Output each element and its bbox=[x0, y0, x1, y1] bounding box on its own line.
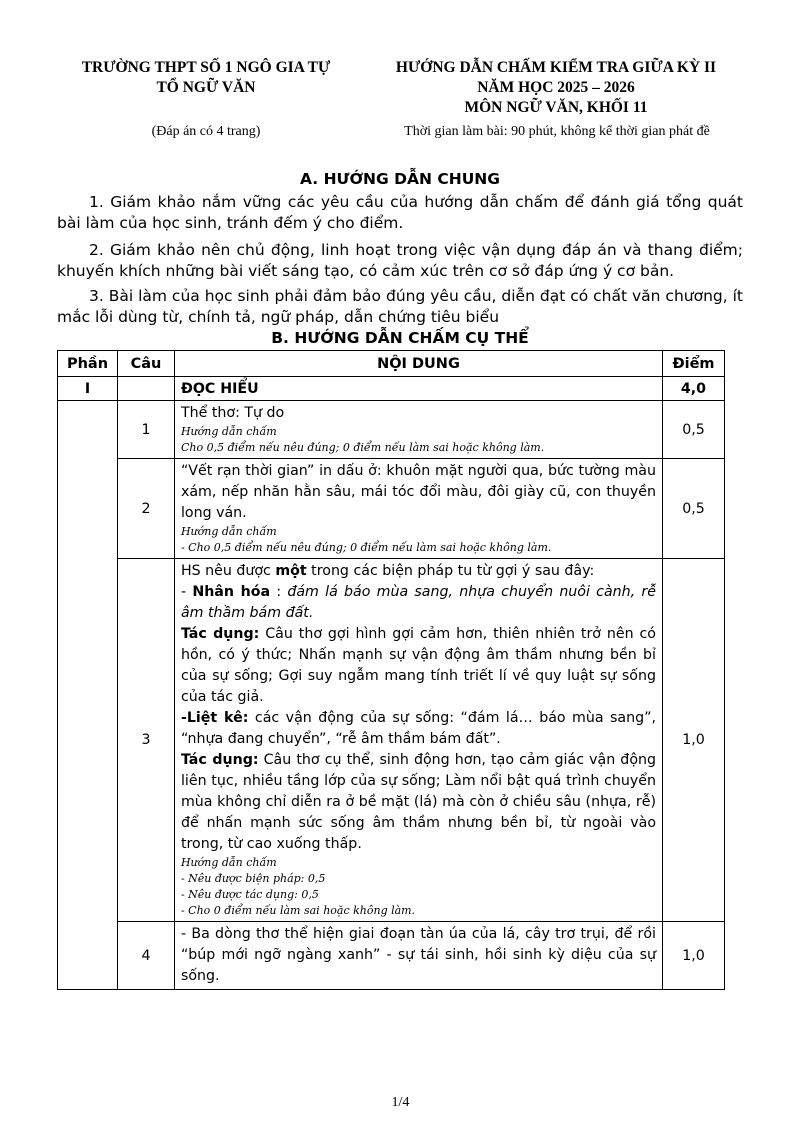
header-content: NỘI DUNG bbox=[174, 351, 662, 377]
empty-cell bbox=[117, 377, 174, 401]
device-example: đám lá báo mùa sang, nhựa chuyển nuôi cành, rễ âm thầm bám đất. bbox=[180, 584, 656, 621]
grading-rule: - Nêu được tác dụng: 0,5 bbox=[180, 888, 319, 901]
device-label: -Liệt kê: bbox=[180, 710, 249, 726]
school-year: NĂM HỌC 2025 – 2026 bbox=[477, 79, 635, 96]
guideline-text-2: 2. Giám khảo nên chủ động, linh hoạt trong việc vận dụng đáp án và thang điểm; khuyến khích những bài viết sáng tạo, có cảm xúc trên cơ sở đáp ứng ý cơ bản. bbox=[57, 241, 743, 280]
question-row-1 bbox=[58, 401, 725, 459]
exam-title-block bbox=[366, 58, 746, 118]
question-number: 2 bbox=[117, 459, 174, 559]
answer-intro bbox=[181, 561, 656, 582]
guideline-paragraph-3 bbox=[57, 286, 743, 328]
table-header-row bbox=[58, 351, 725, 377]
effect-label: Tác dụng: bbox=[180, 626, 260, 642]
question-number: 4 bbox=[117, 922, 174, 990]
department-name: TỔ NGỮ VĂN bbox=[156, 79, 256, 96]
grading-guide-label: Hướng dẫn chấm bbox=[180, 525, 277, 538]
device-separator: : bbox=[270, 584, 288, 600]
section-b-title: B. HƯỚNG DẪN CHẤM CỤ THỂ bbox=[271, 329, 529, 347]
part-row bbox=[58, 377, 725, 401]
intro-text: HS nêu được bbox=[180, 563, 276, 579]
question-row-3 bbox=[58, 559, 725, 922]
grading-table bbox=[57, 350, 725, 990]
question-number: 1 bbox=[117, 401, 174, 459]
question-score: 1,0 bbox=[663, 922, 725, 990]
effect-2 bbox=[181, 750, 656, 855]
grading-guide-label: Hướng dẫn chấm bbox=[180, 856, 277, 869]
question-number: 3 bbox=[117, 559, 174, 922]
question-content bbox=[174, 401, 662, 459]
question-content bbox=[174, 922, 662, 990]
answer-text: “Vết rạn thời gian” in dấu ở: khuôn mặt người qua, bức tường màu xám, nếp nhăn hằn sâu, mái tóc đổi màu, đôi giày cũ, con thuyền long ván. bbox=[180, 463, 656, 521]
personification-item bbox=[181, 582, 656, 624]
exam-title: HƯỚNG DẪN CHẤM KIỂM TRA GIỮA KỲ II bbox=[395, 59, 717, 76]
intro-emphasis: một bbox=[275, 563, 307, 579]
part-number: I bbox=[58, 377, 118, 401]
grading-rule: Cho 0,5 điểm nếu nêu đúng; 0 điểm nếu làm sai hoặc không làm. bbox=[180, 441, 545, 454]
school-name: TRƯỜNG THPT SỐ 1 NGÔ GIA TỰ bbox=[81, 59, 331, 76]
guideline-paragraph-2 bbox=[57, 240, 743, 282]
part-merged-cell bbox=[58, 401, 118, 990]
intro-text-end: trong các biện pháp tu từ gợi ý sau đây: bbox=[306, 563, 595, 579]
part-score: 4,0 bbox=[663, 377, 725, 401]
answer-text: Thể thơ: Tự do bbox=[180, 405, 285, 421]
header-part: Phần bbox=[58, 351, 118, 377]
effect-text: Câu thơ cụ thể, sinh động hơn, tạo cảm giác vận động liên tục, nhiều tầng lớp của sự sống; Làm nổi bật quá trình chuyển mùa không chỉ diễn ra ở bề mặt (lá) mà còn ở chiều sâu (nhựa, rễ) để nhấn mạnh sức sống âm thầm nhưng bền bỉ, từ ngoài vào trong, từ cao xuống thấp. bbox=[180, 752, 656, 852]
device-label: Nhân hóa bbox=[192, 584, 271, 600]
question-row-4 bbox=[58, 922, 725, 990]
question-content bbox=[174, 459, 662, 559]
enumeration-item bbox=[181, 708, 656, 750]
effect-label: Tác dụng: bbox=[180, 752, 259, 768]
grading-rule: - Cho 0 điểm nếu làm sai hoặc không làm. bbox=[180, 904, 416, 917]
grading-rule: - Nêu được biện pháp: 0,5 bbox=[180, 872, 326, 885]
answer-text: - Ba dòng thơ thể hiện giai đoạn tàn úa của lá, cây trơ trụi, để rồi “búp mới ngỡ ngàng xanh” - sự tái sinh, hồi sinh kỳ diệu của sự sống. bbox=[180, 926, 656, 984]
question-score: 0,5 bbox=[663, 459, 725, 559]
header-score: Điểm bbox=[663, 351, 725, 377]
section-a-title: A. HƯỚNG DẪN CHUNG bbox=[300, 170, 500, 188]
guideline-text-3: 3. Bài làm của học sinh phải đảm bảo đúng yêu cầu, diễn đạt có chất văn chương, ít mắc lỗi dùng từ, chính tả, ngữ pháp, dẫn chứng tiêu biểu bbox=[57, 287, 743, 326]
question-score: 0,5 bbox=[663, 401, 725, 459]
page-number: 1/4 bbox=[391, 1095, 410, 1110]
school-block bbox=[56, 58, 356, 98]
part-title: ĐỌC HIỂU bbox=[174, 377, 662, 401]
question-score: 1,0 bbox=[663, 559, 725, 922]
effect-text: Câu thơ gợi hình gợi cảm hơn, thiên nhiên trở nên có hồn, có ý thức; Nhấn mạnh sự vận động âm thầm nhưng bền bỉ của sự sống; Gợi suy ngẫm mang tính triết lí về quy luật sự sống của tác giả. bbox=[180, 626, 656, 705]
grading-rule: - Cho 0,5 điểm nếu nêu đúng; 0 điểm nếu làm sai hoặc không làm. bbox=[180, 541, 552, 554]
question-row-2 bbox=[58, 459, 725, 559]
time-note: Thời gian làm bài: 90 phút, không kể thời gian phát đề bbox=[404, 124, 710, 139]
grading-guide-label: Hướng dẫn chấm bbox=[180, 425, 277, 438]
effect-1 bbox=[181, 624, 656, 708]
guideline-paragraph-1 bbox=[57, 192, 743, 234]
question-content bbox=[174, 559, 662, 922]
item-dash: - bbox=[180, 584, 193, 600]
header-question: Câu bbox=[117, 351, 174, 377]
device-example: các vận động của sự sống: “đám lá… báo mùa sang”, “nhựa đang chuyển”, “rễ âm thầm bám đất”. bbox=[180, 710, 656, 747]
guideline-text-1: 1. Giám khảo nắm vững các yêu cầu của hướng dẫn chấm để đánh giá tổng quát bài làm của học sinh, tránh đếm ý cho điểm. bbox=[57, 193, 743, 232]
subject-grade: MÔN NGỮ VĂN, KHỐI 11 bbox=[464, 99, 648, 116]
answer-page-note: (Đáp án có 4 trang) bbox=[151, 124, 261, 139]
